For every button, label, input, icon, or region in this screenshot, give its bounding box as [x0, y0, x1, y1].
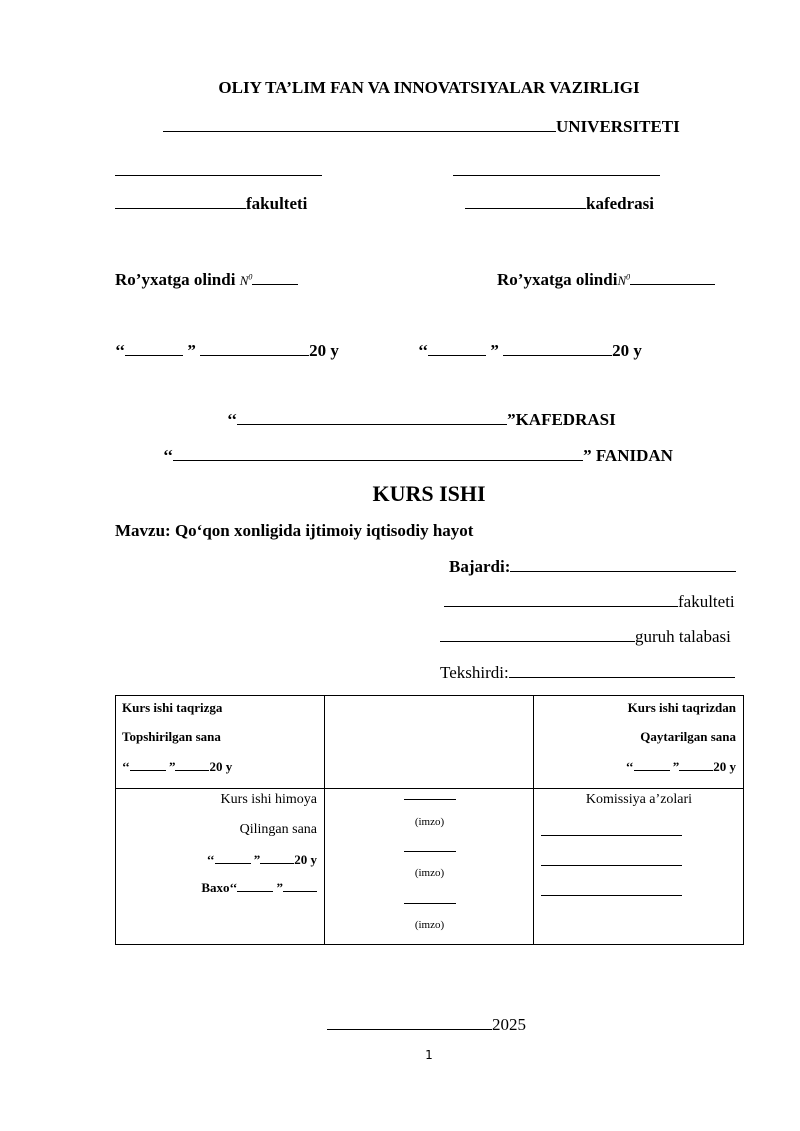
kafedra-blank[interactable] — [237, 423, 507, 425]
review-submit-label-2: Topshirilgan sana — [122, 729, 221, 744]
commission-member-line-2[interactable] — [541, 853, 682, 871]
defense-date: ‘‘ ” 20 y — [206, 852, 317, 867]
date-left-year: 20 y — [309, 341, 339, 360]
bajardi-line: Bajardi: — [449, 557, 736, 577]
registration-right-label: Ro’yxatga olindi — [497, 270, 618, 289]
author-faculty-blank[interactable] — [444, 605, 678, 607]
course-work-table — [115, 695, 744, 945]
department-blank[interactable] — [465, 207, 586, 209]
kafedra-label: ”KAFEDRASI — [507, 410, 616, 429]
footer-year: 2025 — [492, 1015, 526, 1034]
fan-blank[interactable] — [173, 459, 583, 461]
registration-left — [115, 270, 298, 290]
review-submit-label-1: Kurs ishi taqrizga — [122, 700, 223, 715]
faculty-blank[interactable] — [115, 207, 246, 209]
department-line — [465, 194, 654, 214]
review-submit-day-blank[interactable] — [130, 769, 166, 771]
review-submit-date: ‘‘ ” 20 y — [122, 759, 233, 774]
date-right-year: 20 y — [612, 341, 642, 360]
review-return-month-blank[interactable] — [679, 769, 713, 771]
number-sign-left: $N^0$ — [239, 272, 253, 288]
author-group-blank[interactable] — [440, 640, 635, 642]
author-group-line: guruh talabasi — [440, 627, 731, 647]
registration-left-blank[interactable] — [252, 283, 298, 285]
page-number: 1 — [425, 1048, 433, 1062]
tekshirdi-blank[interactable] — [509, 676, 735, 678]
signature-line-1[interactable] — [325, 798, 534, 800]
imzo-label-2: (imzo) — [414, 867, 445, 879]
defense-label-1: Kurs ishi himoya — [220, 792, 317, 807]
date-left-month-blank[interactable] — [200, 354, 309, 356]
review-return-day-blank[interactable] — [634, 769, 670, 771]
author-faculty-line: fakulteti — [444, 592, 735, 612]
university-blank[interactable] — [163, 130, 556, 132]
commission-label: Komissiya a’zolari — [585, 792, 693, 807]
imzo-label-3: (imzo) — [414, 919, 445, 931]
blank-line-right[interactable] — [453, 163, 660, 181]
signature-cell — [325, 789, 534, 945]
commission-member-line-1[interactable] — [541, 823, 682, 841]
grade-line: Baxo‘‘ ” — [201, 880, 317, 896]
date-right-day-blank[interactable] — [428, 354, 486, 356]
document-title: KURS ISHI — [372, 481, 486, 506]
commission-cell — [534, 789, 744, 945]
registration-right-blank[interactable] — [630, 283, 715, 285]
review-return-label-1: Kurs ishi taqrizdan — [627, 700, 736, 715]
registration-right — [497, 270, 715, 290]
topic-line: Mavzu: Qo‘qon xonligida ijtimoiy iqtisodiy hayot — [115, 521, 474, 540]
imzo-label-1: (imzo) — [414, 816, 445, 828]
city-blank[interactable] — [327, 1028, 492, 1030]
tekshirdi-line: Tekshirdi: — [440, 663, 735, 683]
defense-day-blank[interactable] — [215, 862, 251, 864]
number-sign-right: $N^0$ — [617, 272, 631, 288]
date-left: ‘‘ ” 20 y — [115, 341, 339, 360]
empty-middle-cell — [325, 696, 534, 789]
date-right: ‘‘ ” 20 y — [418, 341, 642, 360]
review-return-cell — [534, 696, 744, 789]
fan-title: ‘‘ ” FANIDAN — [163, 446, 673, 465]
faculty-suffix: fakulteti — [246, 194, 308, 213]
faculty-line — [115, 194, 307, 214]
defense-label-2: Qilingan sana — [239, 822, 317, 837]
university-suffix: UNIVERSITETI — [556, 117, 680, 136]
blank-line-left[interactable] — [115, 163, 322, 181]
defense-cell — [116, 789, 325, 945]
grade-blank-2[interactable] — [283, 890, 317, 892]
review-return-date: ‘‘ ” 20 y — [625, 759, 736, 774]
date-right-month-blank[interactable] — [503, 354, 612, 356]
review-return-label-2: Qaytarilgan sana — [640, 729, 736, 744]
review-submit-month-blank[interactable] — [175, 769, 209, 771]
grade-blank-1[interactable] — [237, 890, 273, 892]
department-suffix: kafedrasi — [586, 194, 654, 213]
date-left-day-blank[interactable] — [125, 354, 183, 356]
commission-member-line-3[interactable] — [541, 883, 682, 901]
kafedra-title: ‘‘ ”KAFEDRASI — [227, 410, 616, 429]
footer-year-line — [327, 1015, 526, 1035]
table-row — [116, 696, 744, 789]
ministry-heading: OLIY TA’LIM FAN VA INNOVATSIYALAR VAZIRLIGI — [218, 78, 640, 97]
registration-left-label: Ro’yxatga olindi — [115, 270, 236, 289]
fan-label: ” FANIDAN — [583, 446, 673, 465]
university-line — [163, 117, 680, 137]
signature-line-3[interactable] — [325, 902, 534, 904]
defense-month-blank[interactable] — [260, 862, 294, 864]
signature-line-2[interactable] — [325, 850, 534, 852]
table-row — [116, 789, 744, 945]
bajardi-blank[interactable] — [510, 570, 736, 572]
review-submission-cell — [116, 696, 325, 789]
